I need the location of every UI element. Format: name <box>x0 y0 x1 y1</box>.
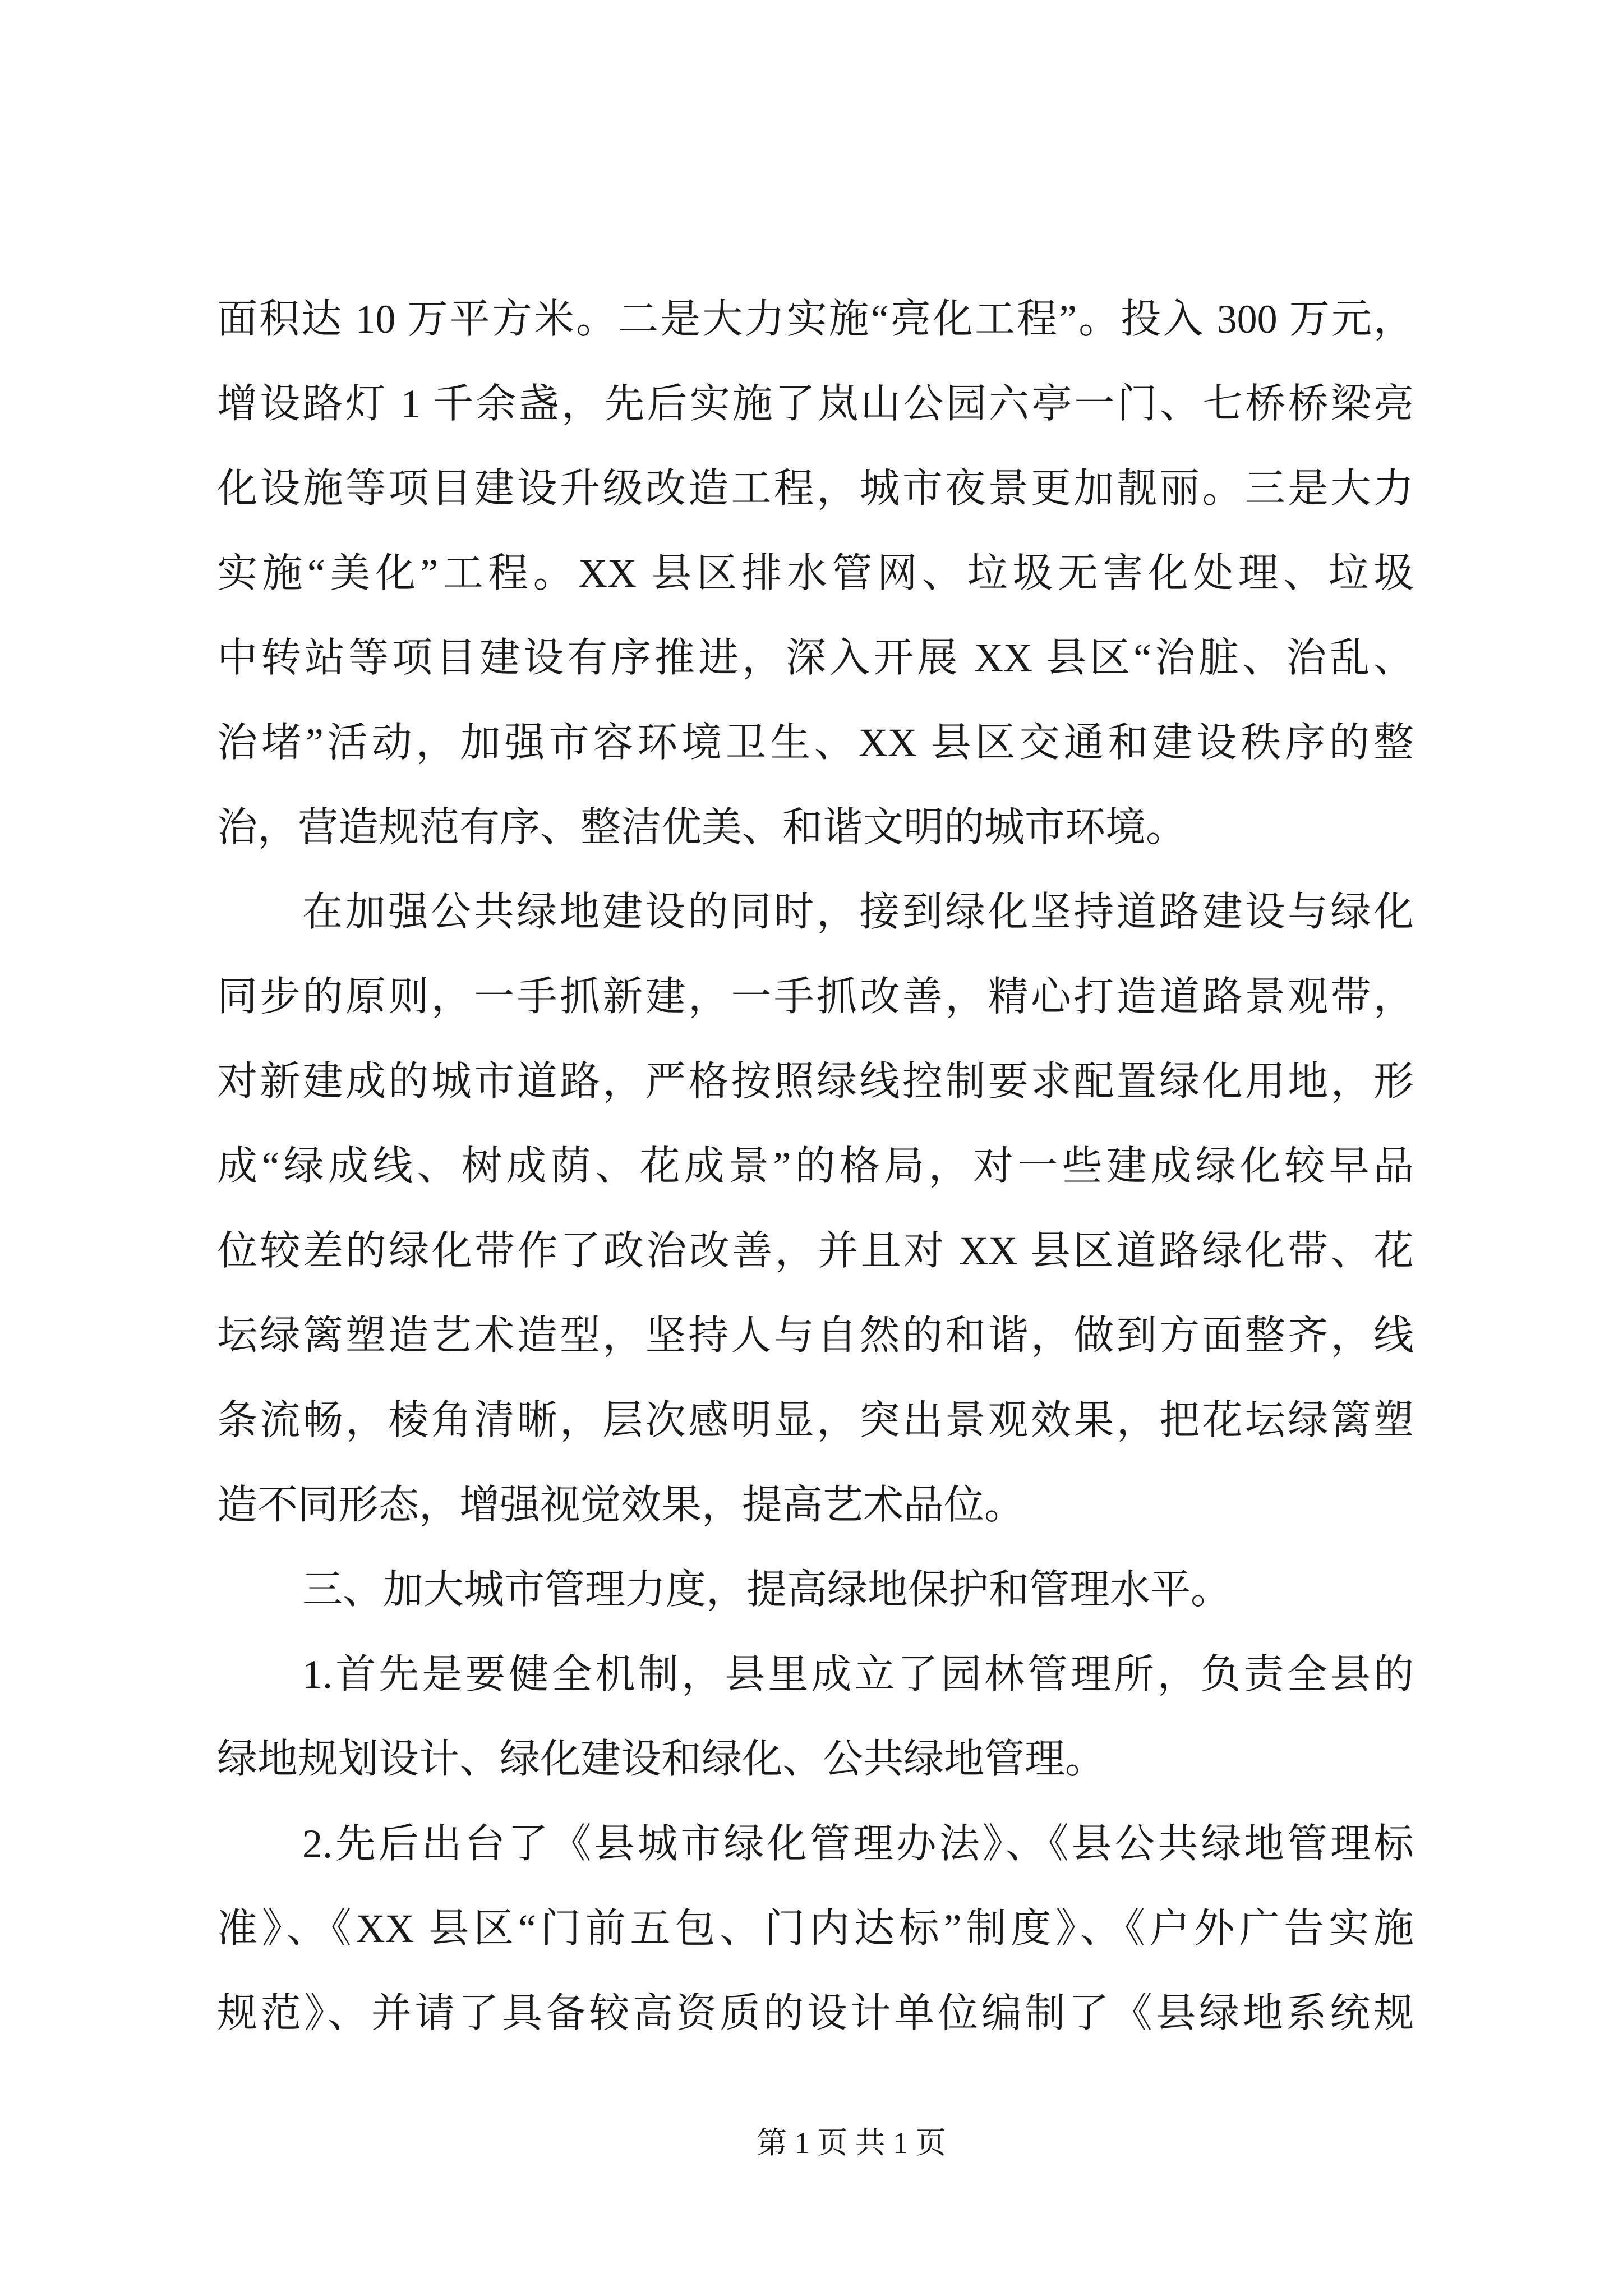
text-line: 对新建成的城市道路，严格按照绿线控制要求配置绿化用地，形 <box>217 1059 1414 1104</box>
text-line: 1.首先是要健全机制，县里成立了园林管理所，负责全县的 <box>302 1652 1414 1697</box>
text-line: 化设施等项目建设升级改造工程，城市夜景更加靓丽。三是大力 <box>217 466 1414 511</box>
numbered-item <box>217 1632 1414 1802</box>
text-line: 增设路灯 1 千余盏，先后实施了岚山公园六亭一门、七桥桥梁亮 <box>217 381 1414 426</box>
text-line: 造不同形态，增强视觉效果，提高艺术品位。 <box>217 1483 1025 1527</box>
numbered-item <box>217 1802 1414 2056</box>
text-line: 2.先后出台了《县城市绿化管理办法》、《县公共绿地管理标 <box>302 1821 1414 1866</box>
text-line: 条流畅，棱角清晰，层次感明显，突出景观效果，把花坛绿篱塑 <box>217 1398 1414 1443</box>
paragraph <box>217 870 1414 1548</box>
text-line: 同步的原则，一手抓新建，一手抓改善，精心打造道路景观带， <box>217 974 1414 1019</box>
text-line: 中转站等项目建设有序推进，深入开展 XX 县区“治脏、治乱、 <box>217 636 1414 680</box>
text-line: 成“绿成线、树成荫、花成景”的格局，对一些建成绿化较早品 <box>217 1144 1414 1189</box>
text-line: 实施“美化”工程。XX 县区排水管网、垃圾无害化处理、垃圾 <box>217 551 1414 596</box>
page-number-footer: 第 1 页 共 1 页 <box>757 2126 946 2160</box>
text-line: 治，营造规范有序、整洁优美、和谐文明的城市环境。 <box>217 805 1187 850</box>
document-body <box>217 277 1414 2056</box>
text-line: 绿地规划设计、绿化建设和绿化、公共绿地管理。 <box>217 1737 1106 1782</box>
text-line: 位较差的绿化带作了政治改善，并且对 XX 县区道路绿化带、花 <box>217 1228 1414 1273</box>
text-line: 准》、《XX 县区“门前五包、门内达标”制度》、《户外广告实施 <box>217 1906 1414 1951</box>
text-line: 规范》、并请了具备较高资质的设计单位编制了《县绿地系统规 <box>217 1991 1414 2036</box>
text-line: 坛绿篱塑造艺术造型，坚持人与自然的和谐，做到方面整齐，线 <box>217 1313 1414 1358</box>
text-line: 面积达 10 万平方米。二是大力实施“亮化工程”。投入 300 万元， <box>217 297 1414 342</box>
paragraph <box>217 277 1414 870</box>
text-line: 在加强公共绿地建设的同时，接到绿化坚持道路建设与绿化 <box>302 890 1414 935</box>
text-line: 三、加大城市管理力度，提高绿地保护和管理水平。 <box>302 1567 1232 1612</box>
text-line: 治堵”活动，加强市容环境卫生、XX 县区交通和建设秩序的整 <box>217 720 1414 765</box>
section-heading <box>217 1548 1414 1632</box>
